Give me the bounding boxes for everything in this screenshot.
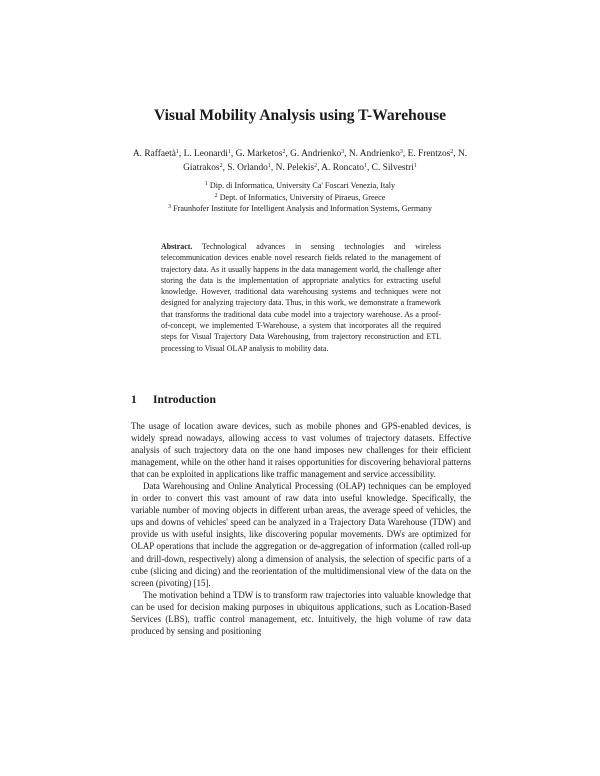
author-list [130,148,470,175]
section-number: 1 [131,393,137,406]
affiliation-number: 2 [214,192,218,199]
paragraph: Data Warehousing and Online Analytical Processing (OLAP) techniques can be employed in order to convert this vast amount of raw data into useful knowledge. Specifically, the variable number of moving objects in different urban areas, the average speed of vehicles, the ups and downs of vehicles' speed can be analyzed in a Trajectory Data Warehouse (TDW) and provide us with useful insights, like discovering popular movements. DWs are optimized for OLAP operations that include the aggregation or de-aggregation of information (called roll-up and drill-down, respectively) along a dimension of analysis, the selection of specific parts of a cube (slicing and dicing) and the reorientation of the multidimensional view of the data on the screen (pivoting) [15]. [131,481,471,588]
author-separator: , [230,149,236,159]
author-affiliation-marker: 1 [413,162,417,169]
abstract-text: Technological advances in sensing technologies and wireless telecommunication devices enable novel research fields related to the management of trajectory data. As it usually happens in the data management world, the challenge after storing the data is the implementation of appropriate analytics for extracting useful knowledge. However, traditional data warehousing systems and techniques were not designed for analyzing trajectory data. Thus, in this work, we demonstrate a framework that transforms the traditional data cube model into a trajectory warehouse. As a proof-of-concept, we implemented T-Warehouse, a system that incorporates all the required steps for Visual Trajectory Data Warehousing, from trajectory reconstruction and ETL processing to Visual OLAP analysis to mobility data. [161,242,441,353]
author-affiliation-marker: 3 [341,149,345,155]
author-separator: , [366,162,372,173]
author-affiliation-marker: 1 [363,162,367,169]
abstract [161,241,441,354]
author-separator: , [178,149,184,159]
paragraph: The usage of location aware devices, such as mobile phones and GPS-enabled devices, is widely spread nowadays, allowing access to vast volumes of trajectory datasets. Effective analysis of such trajectory data on the one hand imposes new challenges for their efficient management, while on the other hand it raises opportunities for discovering behavioral patterns that can be exploited in applications like traffic management and service accessibility. [131,421,471,480]
author-affiliation-marker: 1 [175,149,179,155]
affiliation-text: Dept. of Informatics, University of Piraeus, Greece [219,192,386,202]
author [184,149,236,159]
author-affiliation-marker: 2 [219,162,223,169]
author-separator: , [270,162,276,173]
section-title: Introduction [153,393,216,406]
affiliation-list [100,180,500,215]
author-name: E. Frentzos [407,149,451,159]
author-name: A. Roncato [321,162,364,173]
author [276,163,322,173]
author-separator: , [285,149,291,159]
author-affiliation-marker: 2 [450,149,454,155]
author-name: L. Leonardi [183,149,228,159]
author-separator: , [222,162,228,173]
author-affiliation-marker: 3 [399,149,403,155]
author [236,149,291,159]
paragraph: The motivation behind a TDW is to transform raw trajectories into valuable knowledge that can be used for decision making purposes in ubiquitous applications, such as Location-Based Services (LBS), traffic control management, etc. Intuitively, the high volume of raw data produced by sensing and positioning [131,589,471,636]
author [290,149,349,159]
author [372,163,417,173]
author [227,163,275,173]
author-affiliation-marker: 1 [227,149,231,155]
author-separator: , [453,149,458,159]
author-separator: , [344,149,349,159]
author [349,149,408,159]
affiliation-text: Fraunhofer Institute for Intelligent Analysis and Information Systems, Germany [173,204,432,213]
author [321,163,371,173]
author-affiliation-marker: 2 [282,149,286,155]
author-name: C. Silvestri [371,162,414,173]
author-name: G. Marketos [235,149,283,159]
affiliation-number: 1 [204,181,208,187]
author-name: N. Giatrakos [183,149,468,173]
paper-title: Visual Mobility Analysis using T-Warehouse [153,107,446,124]
affiliation [100,203,500,215]
affiliation-number: 3 [168,204,172,210]
section-body [131,420,471,637]
author-name: N. Andrienko [348,149,400,159]
author-separator: , [402,149,408,159]
section-heading [131,393,471,406]
author-separator: , [317,162,322,173]
author-name: S. Orlando [227,162,268,173]
affiliation [100,192,500,204]
author-affiliation-marker: 2 [314,162,318,169]
affiliation-text: Dip. di Informatica, University Ca' Foscari Venezia, Italy [209,181,396,190]
author-name: G. Andrienko [290,149,342,159]
author-name: N. Pelekis [275,162,315,173]
author-name: A. Raffaetà [132,149,176,159]
affiliation [100,180,500,192]
abstract-label: Abstract. [161,242,193,251]
author-affiliation-marker: 1 [267,162,271,169]
author [408,149,458,159]
author [133,149,184,159]
